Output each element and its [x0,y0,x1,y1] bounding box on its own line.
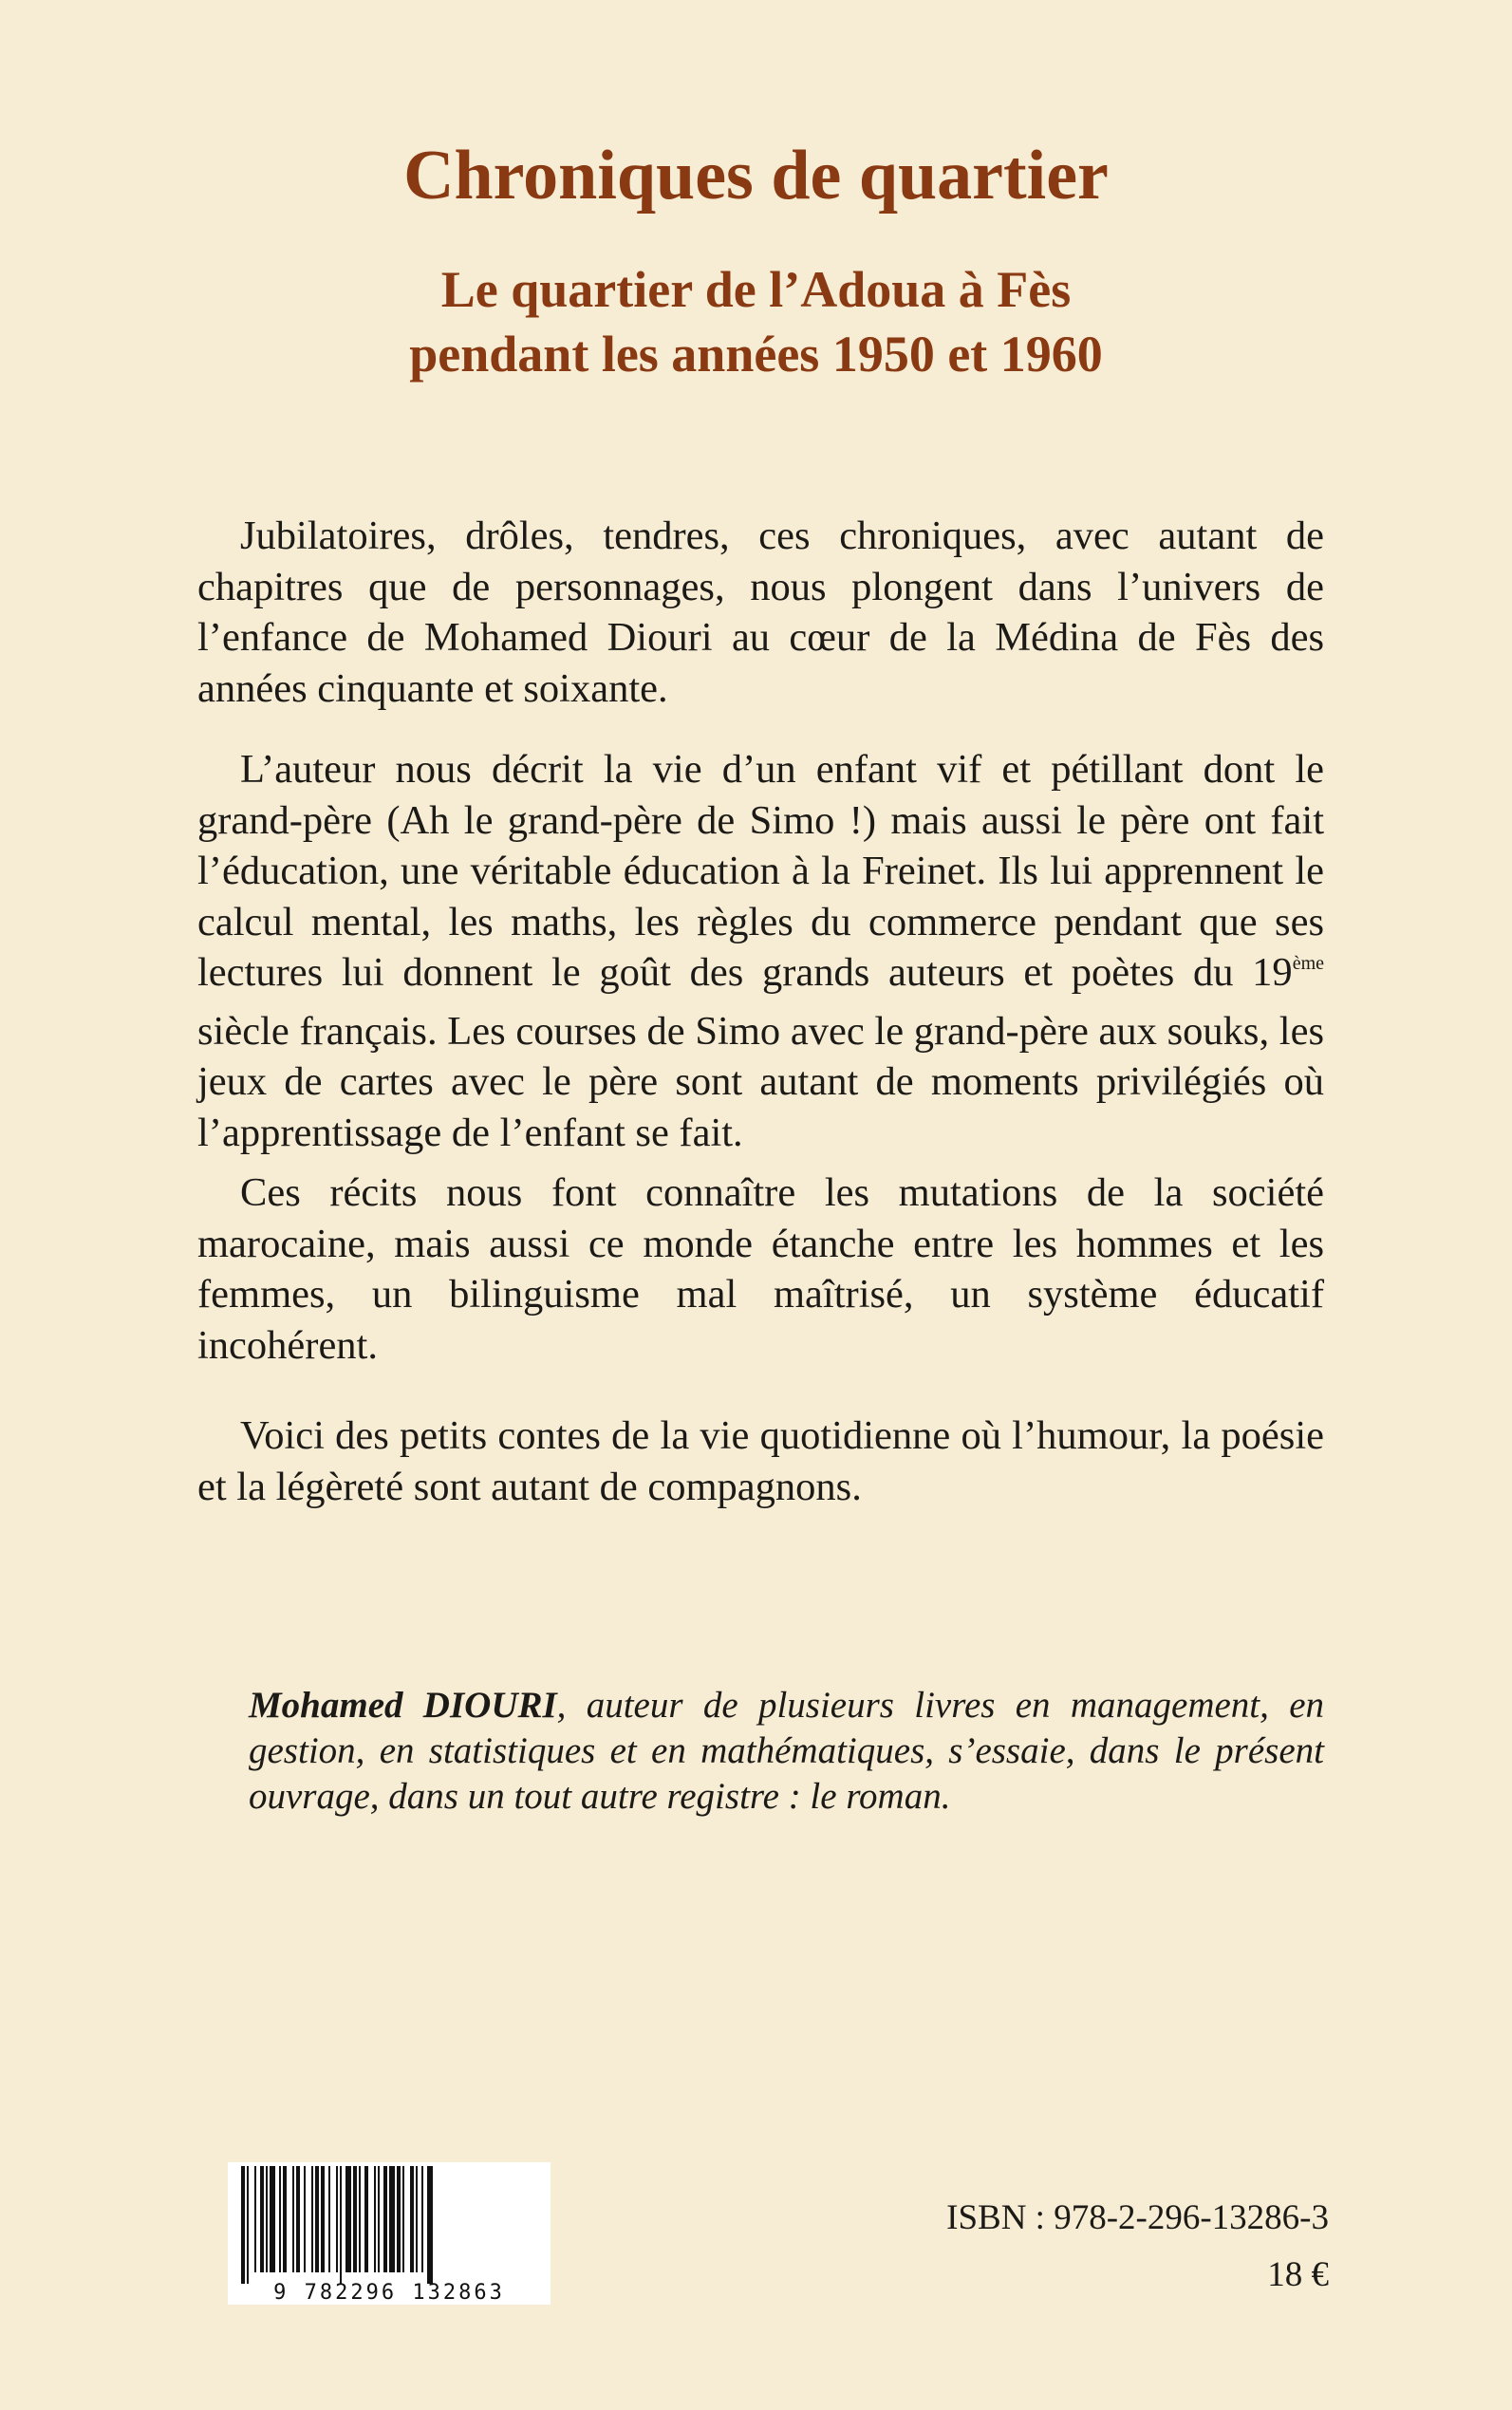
barcode-bar [260,2166,264,2272]
barcode-digits: 9 782296 132863 [273,2281,505,2305]
isbn-barcode [228,2162,551,2305]
book-subtitle-line2: pendant les années 1950 et 1960 [409,326,1103,383]
blurb-paragraph-1: Jubilatoires, drôles, tendres, ces chroniques, avec autant de chapitres que de personnages, nous plongent dans l’univers de l’enfance de Mohamed Diouri au cœur de la Médina de Fès des années cinquante et soixante. [197,514,1324,711]
barcode-bar [359,2166,361,2272]
barcode-bar [296,2166,300,2272]
barcode-bar [247,2166,249,2284]
barcode-bar [410,2166,414,2272]
barcode-bar [383,2166,387,2272]
blurb-paragraph-2-end: siècle français. Les courses de Simo avec le grand-père aux souks, les jeux de cartes avec le père sont autant de moments privilégiés où l’apprentissage de l’enfant se fait. [197,1008,1324,1155]
book-subtitle-line1: Le quartier de l’Adoua à Fès [440,261,1072,318]
barcode-bar [283,2166,287,2272]
barcode-bar [270,2166,275,2272]
barcode-bar [315,2166,319,2272]
barcode-bar [321,2166,325,2272]
barcode-bar [340,2166,342,2284]
blurb-paragraph-3: Ces récits nous font connaître les mutations de la société marocaine, mais aussi ce monde étanche entre les hommes et les femmes, un bilinguisme mal maîtrisé, un système éducatif incohérent. [197,1170,1324,1368]
barcode-bar [389,2166,395,2272]
barcode-bar [328,2166,330,2272]
barcode-bar [311,2166,313,2272]
barcode-bar [427,2166,433,2284]
barcode-bar [364,2166,368,2272]
barcode-bar [254,2166,256,2272]
blurb-paragraph-2-start: L’auteur nous décrit la vie d’un enfant vif et pétillant dont le grand-père (Ah le grand-père de Simo !) mais aussi le père ont fait l’éducation, une véritable éducation à la Freinet. Ils lui apprennent le calcul mental, les maths, les règles du commerce pendant que ses lectures lui donnent le goût des grands auteurs et poètes du 19 [197,747,1324,995]
barcode-bar [421,2166,423,2272]
barcode-bar [292,2166,294,2272]
barcode-bar [336,2166,338,2272]
author-name: Mohamed DIOURI [249,1685,557,1726]
barcode-bar [397,2166,401,2272]
blurb-paragraph-2 [197,744,1324,1158]
barcode-bar [353,2166,357,2272]
book-price: 18 € [1267,2255,1329,2294]
barcode-graphic [228,2162,551,2305]
ordinal-superscript: ème [1292,953,1324,974]
blurb-paragraph-4: Voici des petits contes de la vie quotidienne où l’humour, la poésie et la légèreté sont autant de compagnons. [197,1413,1324,1509]
barcode-bar [304,2166,306,2272]
author-biography-text: , auteur de plusieurs livres en management, en gestion, en statistiques et en mathématiques, s’essaie, dans le présent ouvrage, dans un tout autre registre : le roman. [249,1685,1324,1817]
barcode-bar [416,2166,418,2272]
barcode-bar [378,2166,380,2272]
barcode-bar [374,2166,376,2272]
barcode-bar [402,2166,404,2272]
barcode-bar [279,2166,281,2272]
barcode-bar [241,2166,245,2284]
author-biography [249,1683,1324,1820]
book-title: Chroniques de quartier [403,137,1109,215]
barcode-bar [266,2166,268,2272]
isbn-number: ISBN : 978-2-296-13286-3 [946,2198,1329,2237]
barcode-bar [345,2166,351,2272]
